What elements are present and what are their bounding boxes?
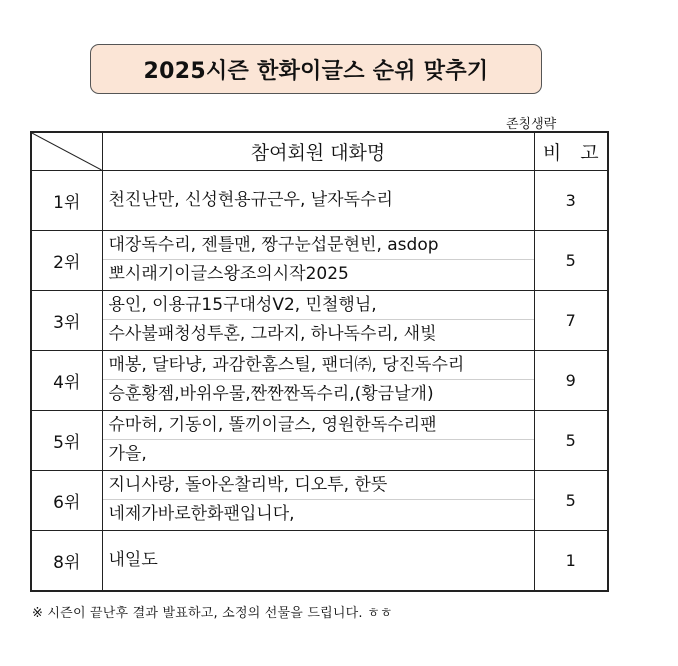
diagonal-line-icon bbox=[32, 133, 102, 170]
remark-cell: 1 bbox=[534, 531, 608, 592]
honorific-omitted-note: 존칭생략 bbox=[506, 117, 557, 132]
rank-cell: 1위 bbox=[31, 171, 102, 231]
participants-cell bbox=[102, 231, 534, 291]
participant-line: 승훈황젬,바위우물,짠짠짠독수리,(황금날개) bbox=[108, 384, 434, 404]
title-box bbox=[90, 44, 542, 94]
rank-cell: 2위 bbox=[31, 231, 102, 291]
rank-cell: 8위 bbox=[31, 531, 102, 592]
rank-cell: 4위 bbox=[31, 351, 102, 411]
participants-cell bbox=[102, 291, 534, 351]
remark-cell: 5 bbox=[534, 471, 608, 531]
ranking-table bbox=[30, 131, 609, 592]
table-header-row bbox=[31, 132, 608, 171]
participants-cell bbox=[102, 411, 534, 471]
participant-line: 가을, bbox=[108, 444, 147, 464]
participants-cell bbox=[102, 531, 534, 592]
remark-cell: 5 bbox=[534, 411, 608, 471]
participants-cell bbox=[102, 171, 534, 231]
page-title: 2025시즌 한화이글스 순위 맞추기 bbox=[143, 58, 489, 84]
remark-cell: 3 bbox=[534, 171, 608, 231]
participant-line: 대장독수리, 젠틀맨, 짱구눈섭문현빈, asdop bbox=[103, 231, 534, 260]
table-row bbox=[31, 231, 608, 291]
participant-line: 매봉, 달타냥, 과감한홈스틸, 팬더㈜, 당진독수리 bbox=[103, 351, 534, 380]
rank-cell: 6위 bbox=[31, 471, 102, 531]
rank-cell: 3위 bbox=[31, 291, 102, 351]
participants-cell bbox=[102, 471, 534, 531]
remark-cell: 5 bbox=[534, 231, 608, 291]
remark-header: 비 고 bbox=[534, 132, 608, 171]
participant-line: 슈마허, 기동이, 똘끼이글스, 영원한독수리팬 bbox=[103, 411, 534, 440]
table-row bbox=[31, 351, 608, 411]
participant-line: 네제가바로한화팬입니다, bbox=[108, 504, 295, 524]
table-row bbox=[31, 531, 608, 592]
participant-line: 용인, 이용규15구대성V2, 민철행님, bbox=[103, 291, 534, 320]
table-row bbox=[31, 171, 608, 231]
participant-line: 뽀시래기이글스왕조의시작2025 bbox=[108, 264, 349, 284]
participant-line: 지니사랑, 돌아온찰리박, 디오투, 한뜻 bbox=[103, 471, 534, 500]
participant-line: 수사불패청성투혼, 그라지, 하나독수리, 새빛 bbox=[108, 324, 437, 344]
footnote: ※ 시즌이 끝난후 결과 발표하고, 소정의 선물을 드립니다. ㅎㅎ bbox=[32, 606, 393, 621]
remark-cell: 9 bbox=[534, 351, 608, 411]
diagonal-header-cell bbox=[31, 132, 102, 171]
participants-header: 참여회원 대화명 bbox=[102, 132, 534, 171]
table-row bbox=[31, 291, 608, 351]
rank-cell: 5위 bbox=[31, 411, 102, 471]
table-row bbox=[31, 471, 608, 531]
table-row bbox=[31, 411, 608, 471]
participants-cell bbox=[102, 351, 534, 411]
remark-cell: 7 bbox=[534, 291, 608, 351]
participant-line: 내일도 bbox=[108, 550, 158, 570]
participant-line: 천진난만, 신성현용규근우, 날자독수리 bbox=[108, 190, 393, 210]
